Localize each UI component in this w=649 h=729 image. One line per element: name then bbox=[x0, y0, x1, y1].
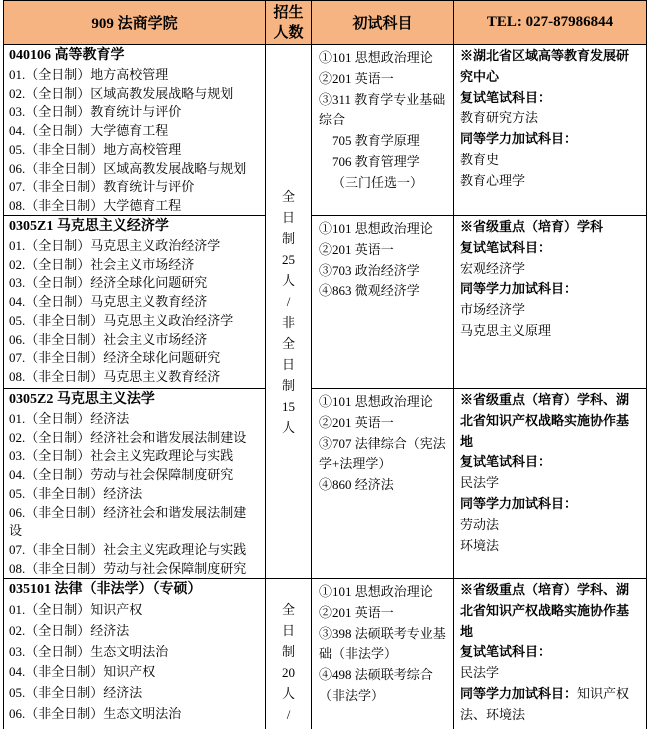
program-cell bbox=[4, 389, 266, 579]
enrollment-count-char: 人 bbox=[281, 686, 295, 701]
key-discipline-note: ※省级重点（培育）学科、湖北省知识产权战略实施协作基地 bbox=[460, 392, 630, 449]
exam-subject-item: ④498 法硕联考综合（非法学） bbox=[319, 667, 433, 703]
exam-subject-item: ③707 法律综合（宪法学+法理学） bbox=[319, 435, 446, 472]
program-title: 040106 高等教育学 bbox=[9, 48, 125, 63]
equivalent-extra-subject: 知识产权法、环境法 bbox=[460, 685, 630, 722]
direction-item: 06.（非全日制）社会主义市场经济 bbox=[9, 331, 208, 347]
direction-item: 03.（全日制）教育统计与评价 bbox=[9, 104, 182, 120]
enrollment-count-char: 日 bbox=[281, 623, 295, 638]
exam-subjects-cell bbox=[312, 45, 454, 216]
direction-item: 07.（非全日制）教育统计与评价 bbox=[9, 179, 195, 195]
enrollment-count-char: / bbox=[286, 707, 291, 722]
enrollment-count-char: 25 bbox=[282, 251, 295, 267]
notes-cell bbox=[454, 389, 647, 579]
exam-subject-item: ②201 英语一 bbox=[319, 70, 394, 86]
direction-item: 08.（非全日制）劳动与社会保障制度研究 bbox=[9, 560, 247, 576]
enrollment-header-line: 招生 bbox=[273, 4, 304, 21]
program-title: 0305Z2 马克思主义法学 bbox=[9, 392, 155, 407]
program-cell bbox=[4, 216, 266, 389]
header-enrollment-cell bbox=[266, 1, 312, 45]
exam-subject-item: ③703 政治经济学 bbox=[319, 262, 420, 278]
enrollment-count-char: 日 bbox=[281, 356, 295, 372]
enrollment-count-char: 非 bbox=[281, 314, 295, 330]
exam-subjects-cell bbox=[312, 389, 454, 579]
enrollment-count-char: 20 bbox=[282, 665, 295, 680]
direction-item: 04.（全日制）马克思主义教育经济 bbox=[9, 294, 208, 310]
exam-subject-item: ④863 微观经济学 bbox=[319, 283, 420, 299]
enrollment-count-char: 人 bbox=[281, 419, 295, 435]
direction-item: 06.（非全日制）经济社会和谐发展法制建设 bbox=[9, 504, 247, 539]
direction-item: 02.（全日制）经济社会和谐发展法制建设 bbox=[9, 429, 247, 445]
program-title: 035101 法律（非法学）（专硕） bbox=[9, 582, 202, 597]
direction-item: 01.（全日制）地方高校管理 bbox=[9, 67, 169, 82]
enrollment-count-char: 制 bbox=[281, 230, 295, 246]
school-name: 909 法商学院 bbox=[91, 16, 178, 32]
exam-subject-option: 705 教育学原理 bbox=[332, 133, 420, 149]
program-title: 0305Z1 马克思主义经济学 bbox=[9, 219, 169, 234]
direction-item: 05.（非全日制）马克思主义政治经济学 bbox=[9, 312, 234, 328]
notes-cell bbox=[454, 216, 647, 389]
retest-written-label: 复试笔试科目： bbox=[460, 89, 552, 105]
retest-written-subject: 民法学 bbox=[460, 475, 500, 491]
exam-subjects-cell bbox=[312, 216, 454, 389]
enrollment-count-char: 日 bbox=[281, 209, 295, 225]
direction-item: 04.（全日制）大学德育工程 bbox=[9, 123, 169, 139]
direction-item: 02.（全日制）区域高教发展战略与规划 bbox=[9, 85, 234, 101]
direction-item: 08.（非全日制）大学德育工程 bbox=[9, 197, 182, 213]
equivalent-extra-label: 同等学力加试科目： bbox=[460, 685, 578, 701]
retest-written-label: 复试笔试科目： bbox=[460, 644, 552, 660]
direction-item: 01.（全日制）经济法 bbox=[9, 411, 130, 426]
direction-item: 05.（非全日制）地方高校管理 bbox=[9, 141, 182, 157]
exam-subject-item: ①101 思想政治理论 bbox=[319, 394, 433, 409]
header-school-cell bbox=[4, 1, 266, 45]
direction-item: 05.（非全日制）经济法 bbox=[9, 685, 143, 701]
key-discipline-note: ※省级重点（培育）学科 bbox=[460, 219, 604, 234]
enrollment-count-char: 15 bbox=[282, 398, 295, 414]
direction-item: 06.（非全日制）生态文明法治 bbox=[9, 705, 182, 721]
direction-item: 03.（全日制）社会主义宪政理论与实践 bbox=[9, 448, 234, 464]
program-cell bbox=[4, 579, 266, 729]
equivalent-extra-subject: 教育史 bbox=[460, 151, 500, 167]
exam-subject-item: ①101 思想政治理论 bbox=[319, 584, 433, 599]
exam-subject-item: ③311 教育学专业基础综合 bbox=[319, 91, 446, 128]
direction-item: 07.（非全日制）社会主义宪政理论与实践 bbox=[9, 541, 247, 557]
header-tel-cell bbox=[454, 1, 647, 45]
retest-written-subject: 教育研究方法 bbox=[460, 110, 539, 126]
key-discipline-note: ※湖北省区域高等教育发展研究中心 bbox=[460, 48, 630, 84]
admission-table bbox=[3, 0, 647, 729]
notes-cell bbox=[454, 45, 647, 216]
key-discipline-note: ※省级重点（培育）学科、湖北省知识产权战略实施协作基地 bbox=[460, 582, 630, 639]
exam-subject-note: （三门任选一） bbox=[332, 174, 424, 190]
equivalent-extra-subject: 市场经济学 bbox=[460, 302, 526, 318]
direction-item: 05.（非全日制）经济法 bbox=[9, 485, 143, 501]
enrollment-count-char: 全 bbox=[281, 602, 295, 617]
equivalent-extra-subject: 环境法 bbox=[460, 537, 500, 553]
direction-item: 04.（非全日制）知识产权 bbox=[9, 664, 156, 680]
enrollment-count-char: / bbox=[286, 293, 291, 309]
enrollment-count-char: 制 bbox=[281, 644, 295, 659]
direction-item: 06.（非全日制）区域高教发展战略与规划 bbox=[9, 160, 247, 176]
direction-item: 08.（非全日制）马克思主义教育经济 bbox=[9, 368, 221, 384]
tel-number: TEL: 027-87986844 bbox=[486, 14, 614, 30]
notes-cell bbox=[454, 579, 647, 729]
program-cell bbox=[4, 45, 266, 216]
retest-written-subject: 民法学 bbox=[460, 665, 500, 681]
equivalent-extra-label: 同等学力加试科目： bbox=[460, 131, 578, 147]
enrollment-count-char: 人 bbox=[281, 272, 295, 288]
retest-written-label: 复试笔试科目： bbox=[460, 454, 552, 470]
header-exam-subjects-cell bbox=[312, 1, 454, 45]
direction-item: 07.（非全日制）经济全球化问题研究 bbox=[9, 350, 221, 366]
exam-subject-item: ②201 英语一 bbox=[319, 604, 394, 620]
exam-subject-item: ①101 思想政治理论 bbox=[319, 221, 433, 236]
equivalent-extra-label: 同等学力加试科目： bbox=[460, 281, 578, 297]
enrollment-count-char: 全 bbox=[281, 188, 295, 204]
enrollment-count-cell bbox=[266, 579, 312, 729]
direction-item: 03.（全日制）经济全球化问题研究 bbox=[9, 275, 208, 291]
enrollment-count-char: 制 bbox=[281, 377, 295, 393]
exam-subject-item: ③398 法硕联考专业基础（非法学） bbox=[319, 625, 446, 662]
exam-subjects-heading: 初试科目 bbox=[352, 16, 413, 32]
enrollment-count-cell bbox=[266, 45, 312, 579]
exam-subject-item: ①101 思想政治理论 bbox=[319, 50, 433, 65]
exam-subject-item: ④860 经济法 bbox=[319, 477, 394, 493]
equivalent-extra-line bbox=[460, 684, 641, 726]
retest-written-label: 复试笔试科目： bbox=[460, 239, 552, 255]
equivalent-extra-subject: 马克思主义原理 bbox=[460, 322, 552, 338]
direction-item: 03.（全日制）生态文明法治 bbox=[9, 643, 169, 659]
direction-item: 01.（全日制）马克思主义政治经济学 bbox=[9, 238, 221, 253]
direction-item: 01.（全日制）知识产权 bbox=[9, 602, 143, 617]
direction-item: 02.（全日制）社会主义市场经济 bbox=[9, 256, 195, 272]
direction-item: 04.（全日制）劳动与社会保障制度研究 bbox=[9, 467, 234, 483]
exam-subject-item: ②201 英语一 bbox=[319, 414, 394, 430]
equivalent-extra-subject: 教育心理学 bbox=[460, 172, 526, 188]
enrollment-header-line: 人数 bbox=[273, 24, 304, 41]
exam-subjects-cell bbox=[312, 579, 454, 729]
enrollment-count-char: 全 bbox=[281, 335, 295, 351]
equivalent-extra-subject: 劳动法 bbox=[460, 516, 500, 532]
equivalent-extra-label: 同等学力加试科目： bbox=[460, 495, 578, 511]
retest-written-subject: 宏观经济学 bbox=[460, 260, 526, 276]
direction-item: 02.（全日制）经济法 bbox=[9, 622, 130, 638]
exam-subject-item: ②201 英语一 bbox=[319, 241, 394, 257]
exam-subject-option: 706 教育管理学 bbox=[332, 153, 420, 169]
